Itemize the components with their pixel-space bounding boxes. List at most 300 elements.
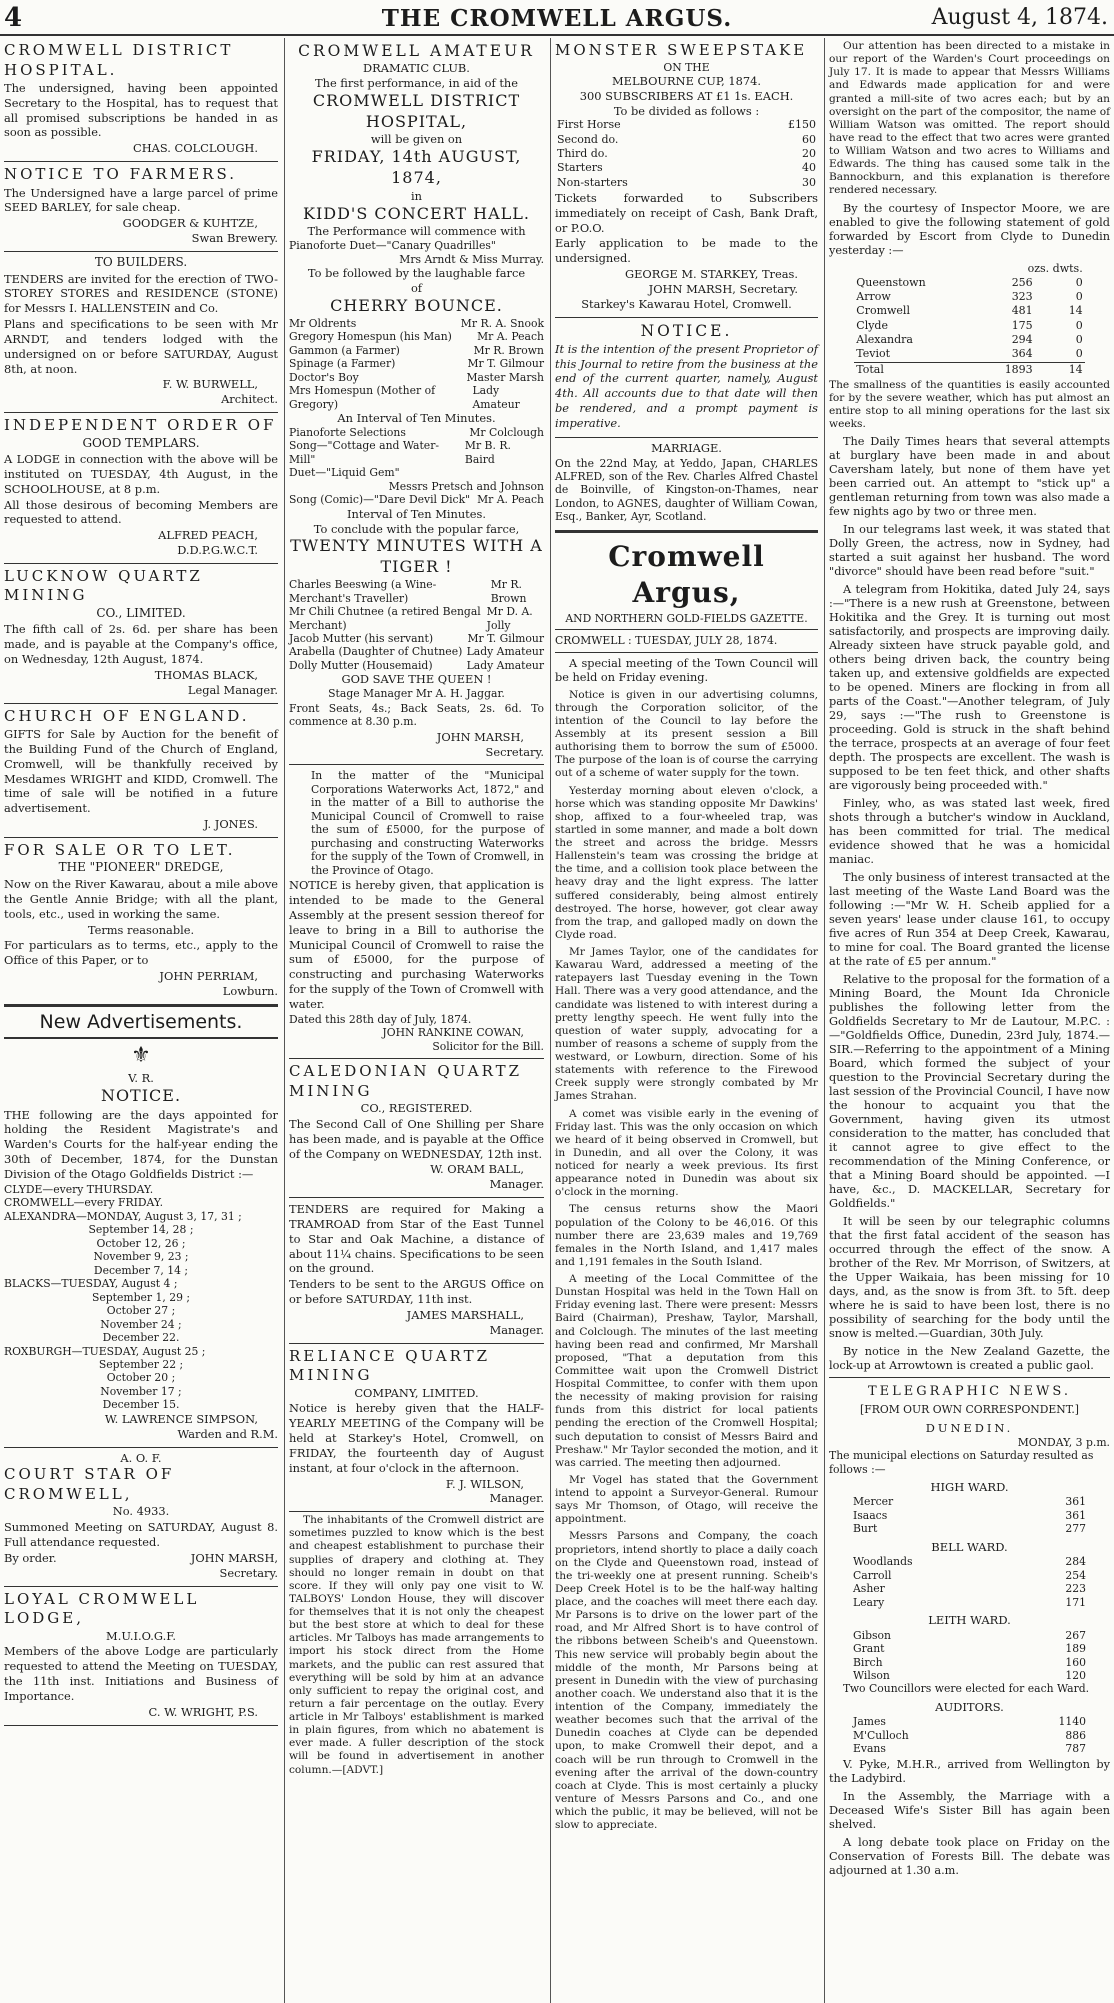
cast-row bbox=[289, 578, 544, 605]
article-paragraph: Notice is given in our advertising columns, through the Corporation solicitor, of the intention of the Council to lay before the Assembly at its present session a Bill authorising them to borrow the sum of £5000. The purpose of the loan is of course the carrying out of a scheme of water supply for the town. bbox=[555, 688, 818, 780]
ward-heading: BELL WARD. bbox=[931, 1539, 1008, 1554]
ad-signature: JOHN RANKINE COWAN, bbox=[382, 1026, 524, 1040]
article-paragraph: A special meeting of the Town Council will be held on Friday evening. bbox=[555, 656, 818, 684]
table-row bbox=[555, 161, 818, 175]
court-line: December 22. bbox=[102, 1331, 180, 1345]
ad-line: Pianoforte Duet—"Canary Quadrilles" bbox=[289, 239, 496, 253]
result-row bbox=[853, 1555, 1086, 1568]
court-line: September 22 ; bbox=[98, 1357, 184, 1371]
ad-subtitle: A. O. F. bbox=[120, 1450, 162, 1465]
cell: 364 bbox=[1011, 347, 1033, 361]
talboys-notice bbox=[289, 1514, 544, 1777]
royal-arms-icon: ⚜ bbox=[131, 1043, 151, 1069]
ad-body: The undersigned, having been appointed Secretary to the Hospital, has to request that all promised subscriptions be handed in as soon as possible. bbox=[4, 81, 278, 140]
marriage-notice bbox=[555, 438, 818, 531]
ad-body: The Undersigned have a large parcel of prime SEED BARLEY, for sale cheap. bbox=[4, 185, 278, 215]
ad-line: To be followed by the laughable farce bbox=[307, 266, 526, 281]
votes: 277 bbox=[1065, 1522, 1086, 1536]
actor: Mr R. Brown bbox=[490, 578, 527, 605]
dateline: CROMWELL : TUESDAY, JULY 28, 1874. bbox=[555, 634, 778, 648]
article-paragraph: A long debate took place on Friday on the Conservation of Forests Bill. The debate was adjourned at 1.30 a.m. bbox=[829, 1835, 1110, 1877]
ad-title: CO., LIMITED. bbox=[96, 605, 186, 620]
votes: 787 bbox=[1065, 1742, 1086, 1756]
ad-body: Notice is hereby given that the HALF-YEARLY MEETING of the Company will be held at Starkey's Hotel, Cromwell, on FRIDAY, the fourteenth day of August instant, at four o'clock in the afternoon. bbox=[289, 1401, 544, 1475]
column-3 bbox=[550, 38, 822, 2003]
role: Arabella (Daughter of Chutnee) bbox=[289, 645, 463, 659]
ad-title: COMPANY, LIMITED. bbox=[354, 1385, 479, 1400]
role: Mr Chili Chutnee (a retired Bengal Merchant) bbox=[289, 605, 481, 632]
ad-line: The first performance, in aid of the bbox=[315, 75, 518, 90]
ad-signature: Solicitor for the Bill. bbox=[432, 1039, 544, 1053]
role: Dolly Mutter (Housemaid) bbox=[289, 658, 433, 672]
table-row bbox=[854, 304, 1084, 318]
cell: 0 bbox=[1075, 318, 1083, 332]
table-total-row bbox=[854, 362, 1084, 377]
court-line: BLACKS—TUESDAY, August 4 ; bbox=[4, 1277, 178, 1291]
ward-heading: AUDITORS. bbox=[935, 1699, 1004, 1714]
ad-body: Early application to be made to the undersigned. bbox=[555, 236, 818, 266]
ad-signature: GEORGE M. STARKEY, Treas. bbox=[624, 267, 798, 282]
ad-signature: CHAS. COLCLOUGH. bbox=[132, 141, 258, 156]
ad-subtitle: 300 SUBSCRIBERS AT £1 1s. EACH. bbox=[579, 88, 794, 103]
article-paragraph: The municipal elections on Saturday resulted as follows :— bbox=[829, 1449, 1094, 1476]
votes: 267 bbox=[1065, 1628, 1086, 1642]
cast-row bbox=[289, 632, 544, 645]
result-row bbox=[853, 1596, 1086, 1609]
actor: Lady Amateur bbox=[466, 658, 544, 672]
editorial-news bbox=[555, 657, 818, 1833]
vr-mark: V. R. bbox=[128, 1070, 154, 1085]
ad-by-order: By order. bbox=[4, 1550, 57, 1565]
item: Song—"Cottage and Water-Mill" bbox=[289, 439, 440, 466]
cast-row bbox=[289, 317, 544, 330]
actor: Mr D. A. Jolly bbox=[486, 605, 533, 632]
article-paragraph: By notice in the New Zealand Gazette, the lock-up at Arrowtown is created a public gaol. bbox=[829, 1345, 1110, 1373]
votes: 189 bbox=[1065, 1642, 1086, 1656]
cell: 294 bbox=[1011, 332, 1033, 346]
result-row bbox=[853, 1582, 1086, 1595]
newspaper-title: THE CROMWELL ARGUS. bbox=[381, 5, 733, 32]
cast-row bbox=[289, 357, 544, 370]
votes: 361 bbox=[1065, 1508, 1086, 1522]
ad-signature: GOODGER & KUHTZE, bbox=[122, 216, 258, 231]
article-paragraph: In the Assembly, the Marriage with a Deceased Wife's Sister Bill has again been shelved. bbox=[829, 1789, 1110, 1831]
ad-subtitle: ON THE bbox=[663, 60, 710, 74]
candidate: Asher bbox=[853, 1582, 885, 1596]
prize-label: Non-starters bbox=[557, 175, 628, 189]
nameplate-title: Cromwell Argus, bbox=[608, 539, 765, 610]
ad-date: Dated this 28th day of July, 1874. bbox=[289, 1012, 472, 1026]
actor: Lady Amateur bbox=[472, 384, 520, 411]
table-row bbox=[555, 133, 818, 147]
program-row bbox=[289, 466, 544, 493]
candidate: Carroll bbox=[853, 1568, 892, 1582]
gold-escort-table bbox=[854, 262, 1084, 377]
performer: Mr A. Peach bbox=[477, 493, 544, 507]
ad-subtitle: THE "PIONEER" DREDGE, bbox=[58, 860, 224, 875]
ad-aof bbox=[4, 1448, 278, 1587]
ad-signature: JOHN PERRIAM, bbox=[159, 968, 258, 983]
ad-signature: Warden and R.M. bbox=[177, 1426, 278, 1441]
ad-body: A LODGE in connection with the above will be instituted on TUESDAY, 4th August, in the SCHOOLHOUSE, at 8 p.m. bbox=[4, 452, 278, 496]
article-paragraph: In our telegrams last week, it was stated that Dolly Green, the actress, now in Sydney, had started a suit against her husband. The word "divorce" should have been read before "suit." bbox=[829, 523, 1110, 579]
item: Pianoforte Selections bbox=[289, 425, 406, 439]
ad-title: NOTICE. bbox=[640, 321, 733, 340]
ad-signature: Legal Manager. bbox=[187, 682, 278, 697]
article-paragraph: The Daily Times hears that several attempts at burglary have been made in and about Caversham lately, but none of them have yet been carried out. An attempt to "stick up" a gentleman returning from town was also made a few nights ago by two or three men. bbox=[829, 435, 1110, 519]
article-paragraph: The census returns show the Maori population of the Colony to be 46,016. Of this number there are 23,639 males and 19,769 females in the North Island, and 1,417 males and 1,191 females in the South Island. bbox=[555, 1203, 818, 1268]
item: Song (Comic)—"Dare Devil Dick" bbox=[289, 493, 471, 507]
prize-amount: £150 bbox=[788, 118, 816, 132]
ad-signature: F. W. BURWELL, bbox=[162, 377, 258, 392]
item: Duet—"Liquid Gem" bbox=[289, 466, 400, 480]
ad-title: NOTICE. bbox=[100, 1085, 182, 1105]
ad-title: COURT STAR OF CROMWELL, bbox=[4, 1465, 175, 1503]
article-paragraph: Two Councillors were elected for each Ward. bbox=[843, 1682, 1090, 1696]
court-line: September 14, 28 ; bbox=[88, 1223, 194, 1237]
votes: 160 bbox=[1065, 1655, 1086, 1669]
performer: Mr B. R. Baird bbox=[464, 439, 511, 466]
votes: 120 bbox=[1065, 1669, 1086, 1682]
table-row bbox=[854, 333, 1084, 347]
court-line: December 7, 14 ; bbox=[93, 1263, 189, 1277]
ad-line: FRIDAY, 14th AUGUST, 1874, bbox=[311, 147, 522, 188]
article-paragraph: Finley, who, as was stated last week, fired shots through a butcher's window in Auckland, has been committed for trial. The medical evidence showed that he was a homicidal maniac. bbox=[829, 797, 1110, 867]
ad-signature-row bbox=[4, 1551, 278, 1566]
ad-terms: Terms reasonable. bbox=[87, 922, 195, 937]
ad-subtitle: MELBOURNE CUP, 1874. bbox=[611, 73, 762, 88]
cast-row bbox=[289, 330, 544, 343]
role: Charles Beeswing (a Wine-Merchant's Traveller) bbox=[289, 578, 437, 605]
role: Gammon (a Farmer) bbox=[289, 343, 400, 357]
ad-line: GOD SAVE THE QUEEN ! bbox=[341, 672, 492, 687]
court-line: October 12, 26 ; bbox=[96, 1236, 186, 1250]
ad-title: CHURCH OF ENGLAND. bbox=[4, 706, 250, 725]
role: Mrs Homespun (Mother of Gregory) bbox=[289, 384, 436, 411]
ad-signature: JOHN MARSH, Secretary. bbox=[648, 281, 798, 296]
local-news bbox=[829, 379, 1110, 1374]
ad-caledonian bbox=[289, 1059, 544, 1198]
cell: 1893 bbox=[1004, 362, 1033, 376]
cast-row bbox=[289, 384, 544, 411]
performer: Mr Colclough bbox=[469, 425, 544, 439]
ad-signature: JOHN MARSH, bbox=[436, 729, 524, 744]
ad-body: GIFTS for Sale by Auction for the benefit of the Building Fund of the Church of England, Cromwell, will be thankfully received by Mesdames WRIGHT and KIDD, Cromwell. The time of sale will be notified in a future advertisement. bbox=[4, 727, 278, 816]
cell: 0 bbox=[1075, 275, 1083, 289]
program-row bbox=[289, 426, 544, 439]
ad-body: Now on the River Kawarau, about a mile above the Gentle Annie Bridge; with all the plant, tools, etc., used in working the same. bbox=[4, 877, 278, 921]
cell: Alexandra bbox=[856, 332, 913, 346]
cast-row bbox=[289, 371, 544, 384]
article-paragraph: Yesterday morning about eleven o'clock, a horse which was standing opposite Mr Dawkins' shop, affixed to a four-wheeled trap, was startled in some manner, and made a bolt down the street and across the bridge. Messrs Hallenstein's team was crossing the bridge at the time, and a collision took place between the heavy dray and the light express. The latter suffered considerably, being almost entirely destroyed. The horse, however, got clear away from the trap, and galloped madly on down the Clyde road. bbox=[555, 784, 818, 941]
prize-amount: 60 bbox=[802, 132, 816, 146]
ad-line: KIDD'S CONCERT HALL. bbox=[302, 203, 531, 223]
ad-address: Starkey's Kawarau Hotel, Cromwell. bbox=[581, 296, 792, 311]
ad-body: NOTICE is hereby given, that application is intended to be made to the General Assembly at the present session thereof for leave to bring in a Bill to authorise the Municipal Council of Cromwell to raise the sum of £5000, for the purpose of constructing and purchasing Waterworks for the supply of the Town of Cromwell with water. bbox=[289, 878, 544, 1011]
prize-label: Third do. bbox=[557, 147, 608, 161]
correspondent-line: [FROM OUR OWN CORRESPONDENT.] bbox=[860, 1403, 1079, 1417]
auditor-results bbox=[829, 1700, 1110, 1756]
prize-label: Second do. bbox=[557, 132, 619, 146]
ad-line: To be divided as follows : bbox=[613, 103, 760, 118]
cell: 175 bbox=[1011, 318, 1033, 332]
local-news bbox=[829, 40, 1110, 258]
candidate: Leary bbox=[853, 1595, 885, 1609]
ad-line: Stage Manager Mr A. H. Jaggar. bbox=[328, 687, 505, 701]
table-row bbox=[555, 176, 818, 190]
result-row bbox=[853, 1656, 1086, 1669]
prize-amount: 20 bbox=[802, 147, 816, 161]
article-paragraph: V. Pyke, M.H.R., arrived from Wellington by the Ladybird. bbox=[829, 1757, 1110, 1785]
ad-courts bbox=[4, 1039, 278, 1447]
court-line: ROXBURGH—TUESDAY, August 25 ; bbox=[4, 1344, 206, 1358]
ad-body: Tenders to be sent to the ARGUS Office on or before SATURDAY, 11th inst. bbox=[289, 1277, 544, 1307]
table-row bbox=[854, 290, 1084, 304]
ad-body: In the matter of the "Municipal Corporations Waterworks Act, 1872," and in the matter of a Bill to authorise the Municipal Council of Cromwell to raise the sum of £5000, for the purpose of purchasing and constructing Waterworks for the supply of the Town of Cromwell, in the Province of Otago. bbox=[311, 769, 544, 877]
votes: 171 bbox=[1065, 1595, 1086, 1609]
page-number: 4 bbox=[4, 3, 23, 33]
ad-body: THE following are the days appointed for holding the Resident Magistrate's and Warden's Courts for the half-year ending the 30th of December, 1874, for the Dunstan Division of the Otago Goldfields District :— bbox=[4, 1107, 278, 1181]
article-paragraph: The only business of interest transacted at the last meeting of the Waste Land Board was the following :—"Mr W. H. Scheib applied for a seven years' lease under clause 161, to occupy five acres of Run 354 at Deep Creek, Kawarau, to mine for coal. The Board granted the license at the rate of £5 per annum." bbox=[829, 871, 1110, 969]
table-row bbox=[555, 147, 818, 161]
dateline-place: DUNEDIN. bbox=[925, 1420, 1014, 1435]
cast-row bbox=[289, 605, 544, 632]
program-row bbox=[289, 493, 544, 506]
ad-title: INDEPENDENT ORDER OF bbox=[4, 416, 277, 434]
dateline-time: MONDAY, 3 p.m. bbox=[1017, 1435, 1110, 1449]
cell: Teviot bbox=[856, 347, 891, 361]
ad-signature: JOHN MARSH, bbox=[190, 1550, 278, 1565]
prize-label: First Horse bbox=[557, 118, 621, 132]
actor: Master Marsh bbox=[466, 370, 544, 384]
cell: 0 bbox=[1075, 332, 1083, 346]
play-title: TWENTY MINUTES WITH A TIGER ! bbox=[290, 536, 543, 577]
cell: Arrow bbox=[856, 290, 891, 304]
ad-title: MONSTER SWEEPSTAKE bbox=[555, 41, 808, 59]
role: Mr Oldrents bbox=[289, 316, 357, 330]
result-row bbox=[853, 1495, 1086, 1508]
ad-body: Plans and specifications to be seen with Mr ARNDT, and tenders lodged with the undersigned on or before SATURDAY, August 8th, at noon. bbox=[4, 317, 278, 376]
ad-sweepstake bbox=[555, 38, 818, 318]
ad-title: CROMWELL AMATEUR bbox=[298, 42, 535, 60]
ad-title: CO., REGISTERED. bbox=[360, 1101, 473, 1116]
ad-signature: W. ORAM BALL, bbox=[430, 1162, 524, 1177]
nameplate-subtitle: AND NORTHERN GOLD-FIELDS GAZETTE. bbox=[565, 611, 808, 625]
table-header bbox=[854, 262, 1084, 276]
votes: 284 bbox=[1065, 1555, 1086, 1569]
article-paragraph: Mr James Taylor, one of the candidates for Kawarau Ward, addressed a meeting of the ratepayers last Tuesday evening in the Town Hall. There was a very good attendance, and the candidate was listened to with interest during a pretty lengthy speech. He went fully into the question of water supply, advocating for a number of reasons a scheme of supply from the westward, or Lowburn, direction. Some of his statements with reference to the Firewood Creek supply were strongly combated by Mr James Strahan. bbox=[555, 946, 818, 1103]
ad-title: MARRIAGE. bbox=[651, 440, 722, 455]
prize-amount: 30 bbox=[802, 175, 816, 189]
candidate: Woodlands bbox=[853, 1555, 913, 1569]
candidate: Burt bbox=[853, 1522, 878, 1536]
result-row bbox=[853, 1729, 1086, 1742]
court-line: ALEXANDRA—MONDAY, August 3, 17, 31 ; bbox=[4, 1209, 242, 1223]
ad-line: Mrs Arndt & Miss Murray. bbox=[399, 252, 544, 266]
ad-signature: Secretary. bbox=[485, 744, 544, 759]
cast-list bbox=[289, 578, 544, 672]
candidate: Wilson bbox=[853, 1669, 890, 1682]
ad-title: DRAMATIC CLUB. bbox=[363, 61, 470, 76]
article-paragraph: By the courtesy of Inspector Moore, we are enabled to give the following statement of gold forwarded by Escort from Clyde to Dunedin yesterday :— bbox=[829, 201, 1110, 257]
ad-signature: D.D.P.G.W.C.T. bbox=[177, 543, 258, 558]
column-header: ozs. dwts. bbox=[1027, 261, 1083, 275]
ad-body: Members of the above Lodge are particularly requested to attend the Meeting on TUESDAY, the 11th inst. Initiations and Business of Importance. bbox=[4, 1644, 278, 1703]
ad-body: Tickets forwarded to Subscribers immediately on receipt of Cash, Bank Draft, or P.O.O. bbox=[555, 190, 818, 235]
role: Gregory Homespun (his Man) bbox=[289, 330, 452, 344]
proprietor-notice bbox=[555, 318, 818, 438]
result-row bbox=[853, 1669, 1086, 1682]
role: Doctor's Boy bbox=[289, 370, 359, 384]
result-row bbox=[853, 1629, 1086, 1642]
ad-signature: JAMES MARSHALL, bbox=[406, 1307, 524, 1322]
court-line: September 1, 29 ; bbox=[91, 1290, 191, 1304]
ad-line: The Performance will commence with bbox=[307, 224, 526, 239]
prize-label: Starters bbox=[557, 161, 603, 175]
ad-church bbox=[4, 704, 278, 838]
candidate: Gibson bbox=[853, 1628, 891, 1642]
ad-line: in bbox=[411, 188, 422, 203]
ad-subtitle: M.U.I.O.G.F. bbox=[106, 1628, 176, 1643]
performer: Messrs Pretsch and Johnson bbox=[388, 479, 544, 493]
ad-body: TENDERS are required for Making a TRAMROAD from Star of the East Tunnel to Star and Oak Machine, a distance of about 11¼ chains. Specifications to be seen on the ground. bbox=[289, 1202, 544, 1276]
result-row bbox=[853, 1522, 1086, 1535]
cell: 481 bbox=[1011, 304, 1033, 318]
prize-table bbox=[555, 118, 818, 189]
ad-signature: ALFRED PEACH, bbox=[158, 528, 258, 543]
table-row bbox=[854, 319, 1084, 333]
interval-line: Interval of Ten Minutes. bbox=[347, 506, 486, 521]
court-line: CROMWELL—every FRIDAY. bbox=[4, 1196, 164, 1210]
table-row bbox=[555, 118, 818, 132]
article-paragraph: Relative to the proposal for the formation of a Mining Board, the Mount Ida Chronicle publishes the following letter from the Goldfields Secretary to Mr de Lautour, M.P.C. :—"Goldfields Office, Dunedin, 23rd July, 1874.—SIR.—Referring to the appointment of a Mining Board, which formed the subject of your question to the Provincial Secretary during the last session of the Provincial Council, I have now the honour to acquaint you that the Government, having given its utmost consideration to the matter, has concluded that it cannot agree to give effect to the recommendation of the Mining Conference, or that a Mining Board should be appointed. —I have, &c., D. MACKELLAR, Secretary for Goldfields." bbox=[829, 973, 1110, 1211]
votes: 1140 bbox=[1058, 1715, 1086, 1729]
ad-body: The fifth call of 2s. 6d. per share has been made, and is payable at the Company's office, on Wednesday, 12th August, 1874. bbox=[4, 622, 278, 667]
column-1 bbox=[0, 38, 282, 2003]
cell: Clyde bbox=[856, 318, 888, 332]
column-4 bbox=[824, 38, 1114, 2003]
ad-number: No. 4933. bbox=[112, 1504, 170, 1519]
ad-farmers bbox=[4, 162, 278, 252]
new-advertisements-heading: New Advertisements. bbox=[4, 1005, 278, 1040]
candidate: Evans bbox=[853, 1742, 886, 1756]
ad-body: Front Seats, 4s.; Back Seats, 2s. 6d. To commence at 8.30 p.m. bbox=[289, 701, 544, 729]
ad-tramroad bbox=[289, 1198, 544, 1343]
ad-line: To conclude with the popular farce, bbox=[313, 521, 520, 536]
ad-waterworks bbox=[289, 765, 544, 1059]
ad-signature: J. JONES. bbox=[203, 817, 258, 832]
role: Jacob Mutter (his servant) bbox=[289, 632, 434, 645]
ad-signature: Manager. bbox=[489, 1322, 544, 1337]
cell: 323 bbox=[1011, 290, 1033, 304]
ad-lucknow bbox=[4, 564, 278, 704]
article-paragraph: The inhabitants of the Cromwell district are sometimes puzzled to know which is the best and cheapest establishment to purchase their supplies of drapery and clothing at. They should no longer remain in doubt on that score. If they will only pay one visit to W. TALBOYS' London House, they will discover for themselves that it is not only the cheapest but the best store at which to deal for these articles. Mr Talboys has made arrangements to import his stock direct from the Home markets, and the public can rest assured that everything will be sold by him at an advance only sufficient to repay the original cost, and return a fair percentage on the outlay. Every article in Mr Talboys' establishment is marked in plain figures, from which no abatement is ever made. A fuller description of the stock will be found in advertisement in another column.—[ADVT.] bbox=[289, 1514, 544, 1776]
table-row bbox=[854, 347, 1084, 362]
ad-for-sale bbox=[4, 838, 278, 1005]
article-paragraph: A telegram from Hokitika, dated July 24, says :—"There is a new rush at Greenstone, between Hokitika and the Grey. It is turning out most satisfactorily, and prospects are improving daily. Already sixteen have struck payable gold, and others being driven back, the country being taken up, and extensive goldfields are expected to be opened. Miners are flocking in from all parts of the Coast."—Another telegram, of July 29, says :—"The rush to Greenstone is proceeding. Gold is struck in the shaft behind the terrace, prospects at an average of four feet depth. The prospects are excellent. The wash is supposed to be ten feet thick, and other shafts are vigorously being proceeded with." bbox=[829, 583, 1110, 793]
ad-dramatic-club bbox=[289, 38, 544, 765]
candidate: Isaacs bbox=[853, 1508, 888, 1522]
result-row bbox=[853, 1742, 1086, 1755]
actor: Mr T. Gilmour bbox=[467, 632, 544, 645]
ad-title: LOYAL CROMWELL LODGE, bbox=[4, 1589, 200, 1628]
cast-list bbox=[289, 317, 544, 411]
cell: Queenstown bbox=[856, 275, 926, 289]
cell: 14 bbox=[1068, 362, 1083, 376]
actor: Mr A. Peach bbox=[477, 330, 544, 344]
court-line: November 9, 23 ; bbox=[93, 1250, 189, 1264]
play-title: CHERRY BOUNCE. bbox=[330, 295, 503, 315]
ward-heading: LEITH WARD. bbox=[928, 1613, 1011, 1628]
result-row bbox=[853, 1569, 1086, 1582]
ad-line: will be given on bbox=[370, 132, 463, 147]
ad-title: CALEDONIAN QUARTZ MINING bbox=[289, 1062, 523, 1100]
court-line: November 17 ; bbox=[100, 1384, 182, 1398]
ad-body: All those desirous of becoming Members are requested to attend. bbox=[4, 497, 278, 527]
article-paragraph: Our attention has been directed to a mistake in our report of the Warden's Court proceedings on July 17. It is made to appear that Messrs Williams and Edwards made application for and were granted a mill-site of two acres each; but by an oversight on the part of the compositor, the name of William Watson was omitted. The report should have read to the effect that two acres were granted to William Watson and two acres to Williams and Edwards. The thing has caused some talk in the Bannockburn, and this explanation is therefore rendered necessary. bbox=[829, 40, 1110, 197]
ad-signature: W. LAWRENCE SIMPSON, bbox=[104, 1411, 258, 1426]
votes: 254 bbox=[1065, 1568, 1086, 1582]
ad-body: Summoned Meeting on SATURDAY, August 8. Full attendance requested. bbox=[4, 1520, 278, 1550]
court-line: CLYDE—every THURSDAY. bbox=[4, 1182, 154, 1196]
candidate: M'Culloch bbox=[853, 1728, 909, 1742]
result-row bbox=[853, 1509, 1086, 1522]
article-paragraph: Messrs Parsons and Company, the coach proprietors, intend shortly to place a daily coach on the Clyde and Queenstown road, instead of the tri-weekly one at present running. Scheib's Deep Creek Hotel is to be the half-way halting place, and the coaches will meet there each day. Mr Parsons is to drive on the lower part of the road, and Mr Alfred Short is to have control of the ribbons between Scheib's and Queenstown. This new service will probably begin about the middle of the month, Mr Parsons being at present in Dunedin with the view of purchasing another coach. We understand also that it is the intention of the Company, immediately the weather becomes such that the arrival of the Dunedin coaches at Clyde can be depended upon, to make Cromwell their depot, and a coach will be run through to Cromwell in the evening after the arrival of the down-country coach at Clyde. This is most certainly a plucky venture of Messrs Parsons and Co., and one which the public, it may be believed, will not be slow to appreciate. bbox=[555, 1530, 818, 1832]
result-row bbox=[853, 1642, 1086, 1655]
program-row bbox=[289, 439, 544, 466]
ad-signature: F. J. WILSON, bbox=[445, 1476, 524, 1491]
votes: 361 bbox=[1065, 1495, 1086, 1509]
ad-body: For particulars as to terms, etc., apply to the Office of this Paper, or to bbox=[4, 938, 278, 968]
ad-loyal-lodge bbox=[4, 1587, 278, 1726]
program-list bbox=[289, 426, 544, 507]
court-line: October 27 ; bbox=[106, 1304, 176, 1318]
ad-reliance bbox=[289, 1344, 544, 1513]
nameplate bbox=[555, 531, 818, 653]
telegraphic-news bbox=[829, 1758, 1110, 1878]
ad-builders bbox=[4, 252, 278, 413]
ad-signature: THOMAS BLACK, bbox=[154, 667, 258, 682]
ad-signature: C. W. WRIGHT, P.S. bbox=[148, 1704, 258, 1719]
court-line: October 20 ; bbox=[106, 1371, 176, 1385]
ad-title: GOOD TEMPLARS. bbox=[82, 435, 200, 450]
role: Spinage (a Farmer) bbox=[289, 357, 396, 371]
prize-amount: 40 bbox=[802, 161, 816, 175]
cell: Total bbox=[856, 362, 884, 376]
actor: Mr R. A. Snook bbox=[460, 316, 544, 330]
article-paragraph: A comet was visible early in the evening of Friday last. This was the only occasion on which we heard of it being observed in Cromwell, but in Dunedin, and all over the Colony, it was noticed for nearly a week previous. Its first appearance noted in Dunedin was about six o'clock in the morning. bbox=[555, 1107, 818, 1199]
actor: Lady Amateur bbox=[466, 645, 544, 659]
candidate: Mercer bbox=[853, 1495, 894, 1509]
interval-line: An Interval of Ten Minutes. bbox=[337, 411, 496, 426]
cast-row bbox=[289, 344, 544, 357]
cell: 0 bbox=[1075, 347, 1083, 361]
cast-row bbox=[289, 645, 544, 658]
court-dates bbox=[4, 1183, 278, 1412]
result-row bbox=[853, 1715, 1086, 1728]
candidate: Birch bbox=[853, 1655, 883, 1669]
ad-title: RELIANCE QUARTZ MINING bbox=[289, 1346, 491, 1385]
cell: Cromwell bbox=[856, 304, 910, 318]
actor: Mr R. Brown bbox=[473, 343, 544, 357]
ad-title: CROMWELL DISTRICT HOSPITAL. bbox=[4, 41, 234, 79]
masthead bbox=[0, 0, 1114, 36]
ad-hospital bbox=[4, 38, 278, 162]
ad-title: FOR SALE OR TO LET. bbox=[4, 840, 236, 859]
ad-signature: Secretary. bbox=[219, 1565, 278, 1580]
column-2 bbox=[284, 38, 548, 2003]
candidate: James bbox=[853, 1715, 886, 1729]
